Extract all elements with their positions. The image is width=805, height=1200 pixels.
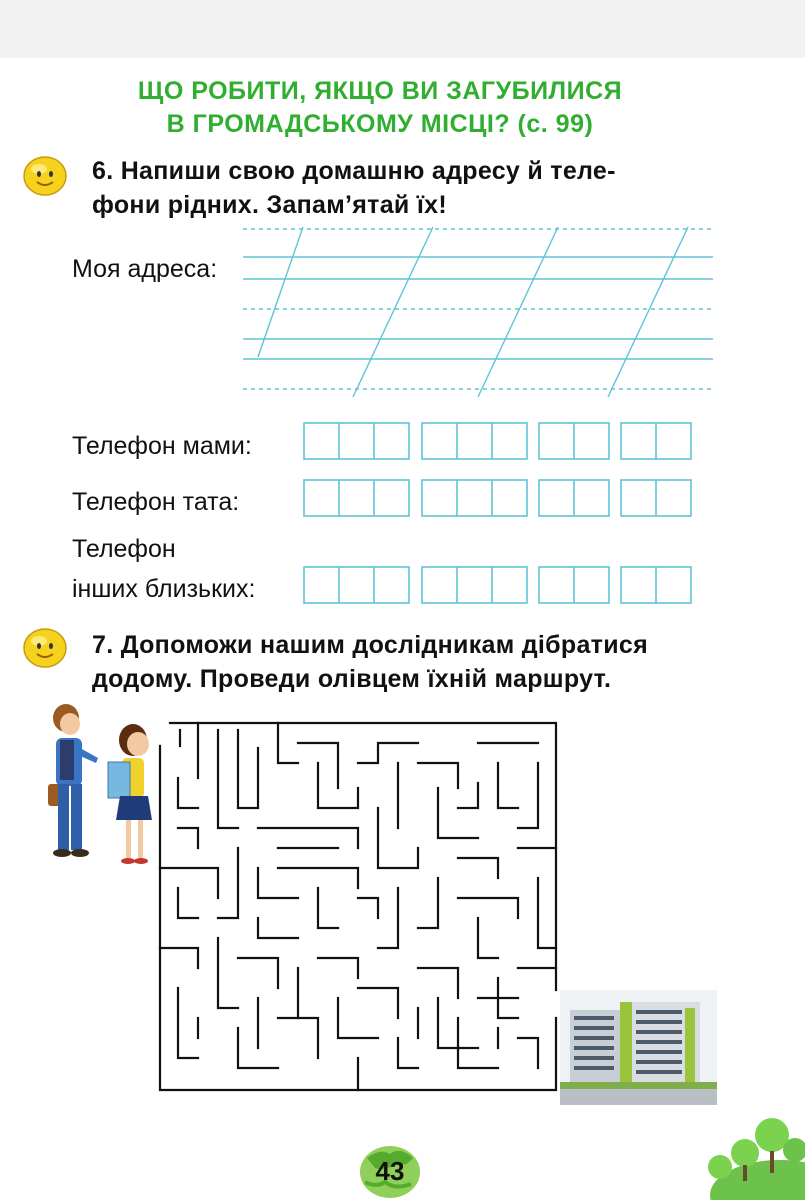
section-title-line-2: В ГРОМАДСЬКОМУ МІСЦІ? (с. 99): [166, 110, 594, 138]
page-number: 43: [375, 1156, 405, 1186]
task-7-instruction: [92, 628, 792, 696]
task-6-line-1: 6. Напиши свою домашню адресу й теле-: [92, 157, 616, 185]
section-title-line-1: ЩО РОБИТИ, ЯКЩО ВИ ЗАГУБИЛИСЯ: [137, 77, 623, 105]
address-writing-lines[interactable]: [243, 227, 713, 402]
explorer-kids-illustration: [40, 700, 165, 870]
trees-decoration: [700, 1115, 805, 1200]
girl-figure: [108, 724, 152, 864]
phone-dad-label: Телефон тата:: [72, 488, 240, 516]
task-7-line-1: 7. Допоможи нашим дослідникам дібратися: [92, 631, 648, 659]
phone-dad-boxes[interactable]: [303, 479, 693, 519]
phone-others-label-1: Телефон: [72, 535, 176, 563]
top-margin: [0, 0, 805, 58]
section-title: [0, 75, 760, 141]
task-6-line-2: фони рідних. Запам’ятай їх!: [92, 191, 447, 219]
smiley-icon: [20, 150, 70, 200]
page-number-badge: [355, 1138, 425, 1200]
task-7-line-2: додому. Проведи олівцем їхній маршрут.: [92, 665, 612, 693]
phone-others-label-2: інших близьких:: [72, 575, 256, 603]
phone-mom-boxes[interactable]: [303, 422, 693, 462]
maze[interactable]: [158, 718, 558, 1093]
home-building-image: [560, 990, 717, 1105]
phone-mom-label: Телефон мами:: [72, 432, 252, 460]
task-6-instruction: [92, 154, 732, 222]
address-label: Моя адреса:: [72, 255, 218, 283]
boy-figure: [48, 704, 98, 857]
smiley-icon: [20, 622, 70, 672]
phone-others-boxes[interactable]: [303, 566, 693, 606]
